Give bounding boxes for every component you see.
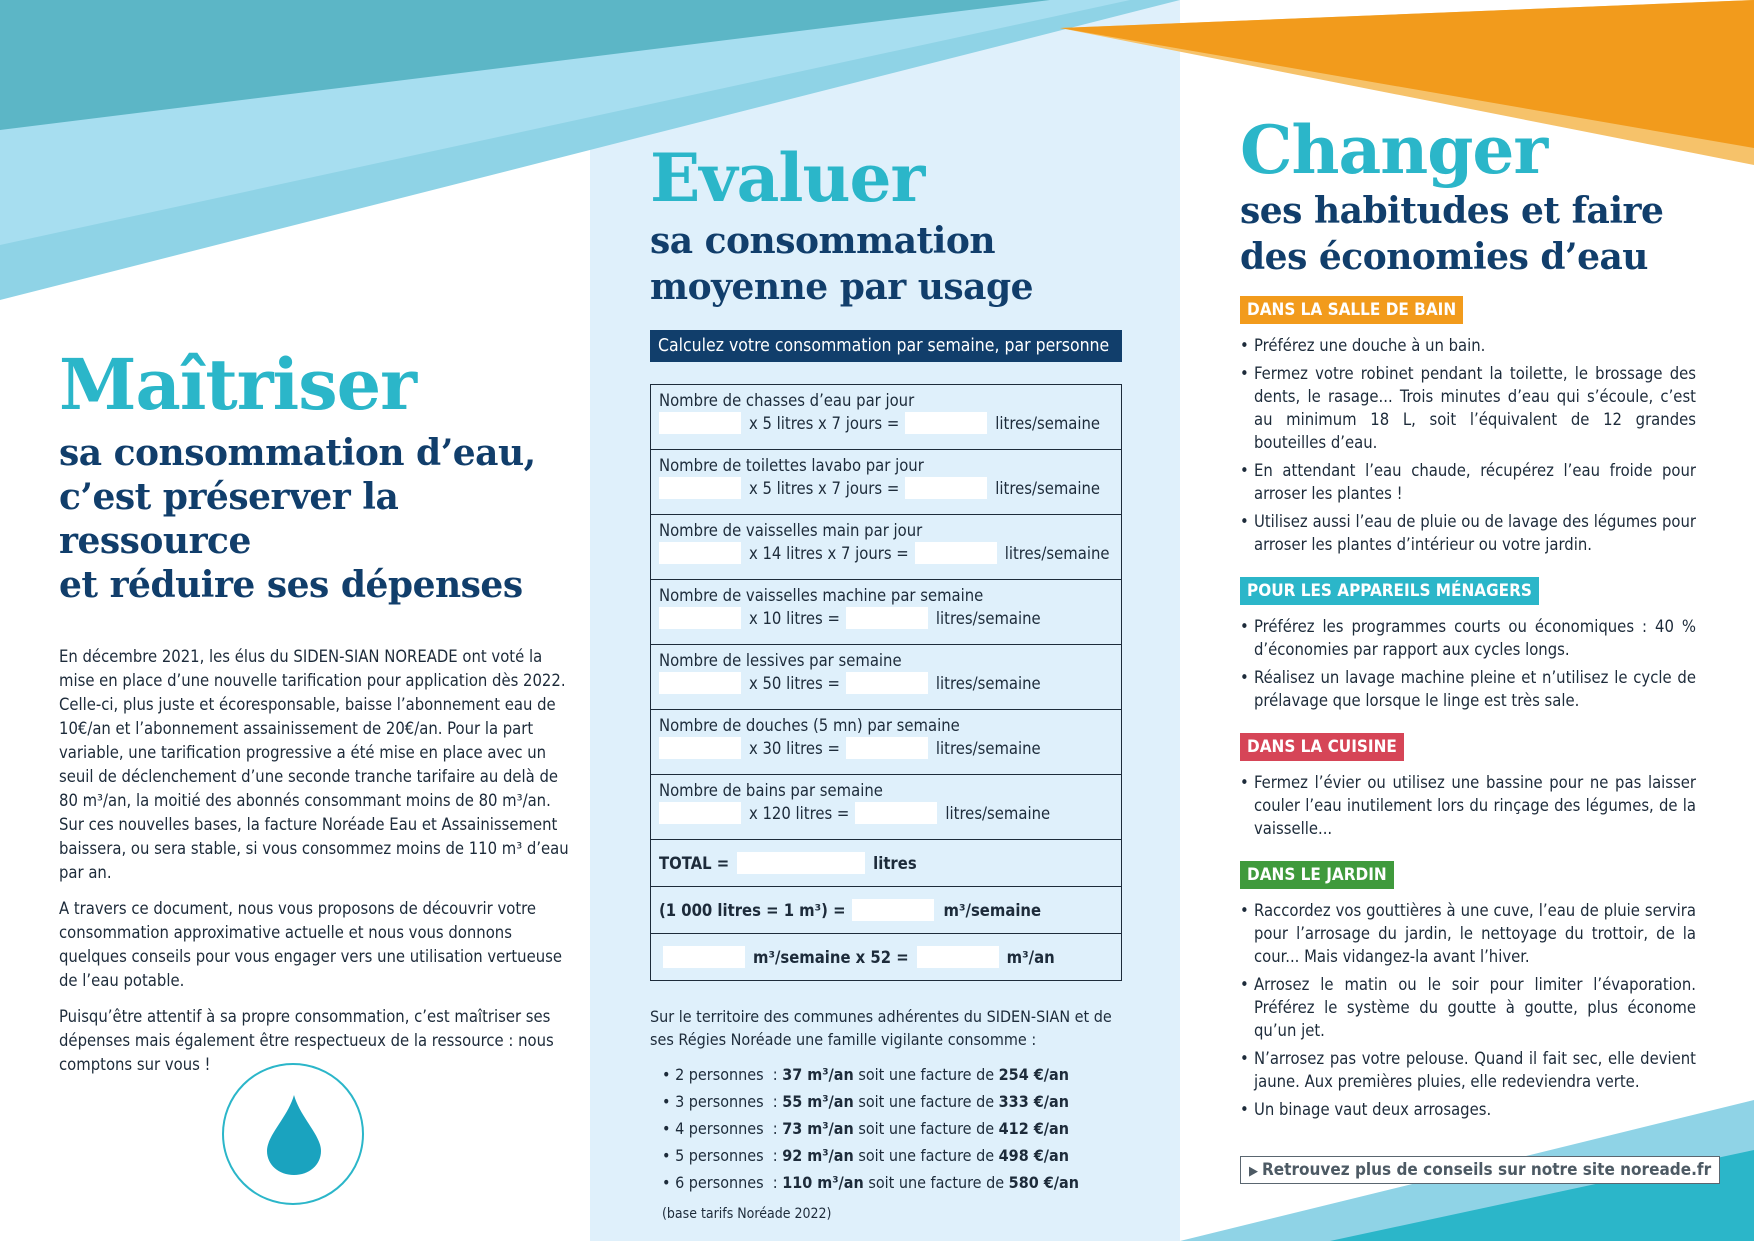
- calc-result-input[interactable]: [905, 477, 987, 499]
- family-bill-text: soit une facture de: [858, 1092, 995, 1111]
- calc-row-label: Nombre de vaisselles machine par semaine: [659, 586, 984, 605]
- calc-multiplier: x 5 litres x 7 jours =: [749, 413, 900, 433]
- family-volume: 37 m³/an: [782, 1065, 854, 1084]
- tip-item: • Préférez une douche à un bain.: [1240, 334, 1696, 357]
- calc-quantity-input[interactable]: [659, 542, 741, 564]
- calc-quantity-input[interactable]: [659, 672, 741, 694]
- website-link[interactable]: [1240, 1156, 1720, 1184]
- tips-section: [1240, 561, 1696, 712]
- right-title: Changer: [1240, 111, 1548, 189]
- yearly-m3-input[interactable]: [917, 946, 999, 968]
- mid-subtitle-line: moyenne par usage: [650, 266, 1034, 308]
- tips-list: [1240, 334, 1696, 556]
- mid-subtitle: [650, 218, 1125, 310]
- left-subtitle-line: sa consommation d’eau,: [59, 432, 536, 474]
- water-drop-badge: [222, 1063, 364, 1205]
- calc-total-row: [651, 840, 1122, 887]
- calc-quantity-input[interactable]: [659, 802, 741, 824]
- separator: :: [763, 1065, 783, 1084]
- tip-item: • Préférez les programmes courts ou économiques : 40 % d’économies par rapport aux cycles longs.: [1240, 615, 1696, 661]
- total-label: TOTAL =: [659, 853, 730, 873]
- tariff-base-note: (base tarifs Noréade 2022): [662, 1206, 832, 1222]
- calc-row-label: Nombre de bains par semaine: [659, 781, 883, 800]
- total-unit: litres: [873, 853, 917, 873]
- tip-item: • Réalisez un lavage machine pleine et n’utilisez le cycle de prélavage que lorsque le linge est très sale.: [1240, 666, 1696, 712]
- calc-row-label: Nombre de lessives par semaine: [659, 651, 902, 670]
- calc-unit: litres/semaine: [995, 478, 1101, 498]
- calc-unit: litres/semaine: [995, 413, 1101, 433]
- calc-multiplier: x 50 litres =: [749, 673, 840, 693]
- family-item: [662, 1061, 1125, 1088]
- calc-year-row: [651, 934, 1122, 981]
- year-unit: m³/an: [1006, 947, 1055, 967]
- family-size: 3 personnes: [675, 1092, 764, 1111]
- right-subtitle-line: des économies d’eau: [1240, 236, 1648, 278]
- family-size: 5 personnes: [675, 1146, 764, 1165]
- family-size: 6 personnes: [675, 1173, 764, 1192]
- tip-item: • N’arrosez pas votre pelouse. Quand il fait sec, elle devient jaune. Aux premières pluies, elle redeviendra verte.: [1240, 1047, 1696, 1093]
- middle-column: [650, 140, 1125, 1222]
- section-tag: DANS LA SALLE DE BAIN: [1240, 296, 1463, 324]
- tip-item: • Arrosez le matin ou le soir pour limiter l’évaporation. Préférez le système du goutte à goutte, plus économe qu’un jet.: [1240, 973, 1696, 1042]
- calc-multiplier: x 120 litres =: [749, 803, 850, 823]
- consumption-calculator: [650, 384, 1122, 981]
- left-subtitle-line: c’est préserver la ressource: [59, 476, 399, 562]
- calc-row: [651, 580, 1122, 645]
- water-drop-icon: [267, 1095, 321, 1175]
- calc-unit: litres/semaine: [935, 673, 1041, 693]
- mid-subtitle-line: sa consommation: [650, 220, 996, 262]
- calc-multiplier: x 10 litres =: [749, 608, 840, 628]
- calc-row: [651, 645, 1122, 710]
- calc-multiplier: x 30 litres =: [749, 738, 840, 758]
- family-item: [662, 1115, 1125, 1142]
- tip-item: • Utilisez aussi l’eau de pluie ou de lavage des légumes pour arroser les plantes d’intérieur ou votre jardin.: [1240, 510, 1696, 556]
- conversion-label: (1 000 litres = 1 m³) =: [659, 900, 846, 920]
- play-triangle-icon: ▶: [1249, 1164, 1258, 1179]
- left-title: Maîtriser: [59, 343, 417, 426]
- conversion-input[interactable]: [852, 899, 934, 921]
- tips-list: [1240, 771, 1696, 840]
- calc-unit: litres/semaine: [935, 738, 1041, 758]
- calc-quantity-input[interactable]: [659, 607, 741, 629]
- calc-row-label: Nombre de chasses d’eau par jour: [659, 391, 915, 410]
- tips-list: [1240, 899, 1696, 1121]
- calc-result-input[interactable]: [915, 542, 997, 564]
- website-link-text: Retrouvez plus de conseils sur notre site noreade.fr: [1262, 1160, 1712, 1180]
- section-tag: POUR LES APPAREILS MÉNAGERS: [1240, 577, 1539, 605]
- calc-quantity-input[interactable]: [659, 737, 741, 759]
- intro-paragraph: Puisqu’être attentif à sa propre consommation, c’est maîtriser ses dépenses mais également être respectueux de la ressource : nous comptons sur vous !: [59, 1007, 554, 1074]
- family-size: 2 personnes: [675, 1065, 764, 1084]
- tips-section: [1240, 845, 1696, 1121]
- separator: :: [763, 1119, 783, 1138]
- left-column: [59, 345, 579, 1089]
- calc-quantity-input[interactable]: [659, 477, 741, 499]
- family-cost: 580 €/an: [1008, 1173, 1079, 1192]
- calc-unit: litres/semaine: [1004, 543, 1110, 563]
- calc-multiplier: x 5 litres x 7 jours =: [749, 478, 900, 498]
- tips-section: [1240, 280, 1696, 556]
- right-subtitle: [1240, 188, 1696, 280]
- left-subtitle-line: et réduire ses dépenses: [59, 564, 523, 606]
- separator: :: [763, 1173, 783, 1192]
- family-note: Sur le territoire des communes adhérentes du SIDEN-SIAN et de ses Régies Noréade une famille vigilante consomme :: [650, 1007, 1112, 1049]
- family-bill-text: soit une facture de: [868, 1173, 1005, 1192]
- family-volume: 110 m³/an: [782, 1173, 864, 1192]
- calc-result-input[interactable]: [905, 412, 987, 434]
- tips-sections: [1240, 280, 1696, 1121]
- family-item: [662, 1088, 1125, 1115]
- intro-paragraph: A travers ce document, nous vous proposons de découvrir votre consommation approximative actuelle et nous vous donnons quelques conseils pour vous engager vers une utilisation vertueuse de l’eau potable.: [59, 899, 563, 990]
- tips-section: [1240, 717, 1696, 840]
- left-subtitle: [59, 431, 579, 607]
- right-column: [1240, 112, 1696, 1126]
- tips-list: [1240, 615, 1696, 712]
- calculator-header: Calculez votre consommation par semaine, par personne: [650, 330, 1122, 362]
- tip-item: • Fermez l’évier ou utilisez une bassine pour ne pas laisser couler l’eau inutilement lors du rinçage des légumes, de la vaisselle...: [1240, 771, 1696, 840]
- calc-result-input[interactable]: [846, 607, 928, 629]
- calc-result-input[interactable]: [855, 802, 937, 824]
- tip-item: • En attendant l’eau chaude, récupérez l’eau froide pour arroser les plantes !: [1240, 459, 1696, 505]
- calc-result-input[interactable]: [846, 737, 928, 759]
- calc-unit: litres/semaine: [945, 803, 1051, 823]
- intro-paragraph: En décembre 2021, les élus du SIDEN-SIAN NOREADE ont voté la mise en place d’une nouvelle tarification pour application dès 2022. Celle-ci, plus juste et écoresponsable, baisse l’abonnement eau de 10€/an et l’abonnement assainissement de 20€/an. Pour la part variable, une tarification progressive a été mise en place avec un seuil de déclenchement d’une seconde tranche tarifaire au delà de 80 m³/an, la moitié des abonnés consommant moins de 80 m³/an. Sur ces nouvelles bases, la facture Noréade Eau et Assainissement baissera, ou sera stable, si vous consommez moins de 110 m³ d’eau par an.: [59, 647, 569, 882]
- calc-row-label: Nombre de toilettes lavabo par jour: [659, 456, 924, 475]
- right-subtitle-line: ses habitudes et faire: [1240, 190, 1664, 232]
- mid-title: Evaluer: [650, 139, 925, 217]
- family-bill-text: soit une facture de: [858, 1119, 995, 1138]
- tip-item: • Fermez votre robinet pendant la toilette, le brossage des dents, le rasage... Trois minutes d’eau qui s’écoule, c’est au minimum 18 L, soit l’équivalent de 12 grandes bouteilles d’eau.: [1240, 362, 1696, 454]
- section-tag: DANS LA CUISINE: [1240, 733, 1404, 761]
- calc-row: [651, 710, 1122, 775]
- family-volume: 92 m³/an: [782, 1146, 854, 1165]
- family-cost: 333 €/an: [998, 1092, 1069, 1111]
- calc-row-label: Nombre de douches (5 mn) par semaine: [659, 716, 960, 735]
- weekly-m3-input[interactable]: [663, 946, 745, 968]
- family-cost: 412 €/an: [998, 1119, 1069, 1138]
- family-cost: 498 €/an: [998, 1146, 1069, 1165]
- family-bill-text: soit une facture de: [858, 1146, 995, 1165]
- family-size: 4 personnes: [675, 1119, 764, 1138]
- family-volume: 73 m³/an: [782, 1119, 854, 1138]
- family-cost: 254 €/an: [998, 1065, 1069, 1084]
- section-tag: DANS LE JARDIN: [1240, 861, 1394, 889]
- conversion-unit: m³/semaine: [943, 900, 1042, 920]
- calc-multiplier: x 14 litres x 7 jours =: [749, 543, 909, 563]
- separator: :: [763, 1146, 783, 1165]
- calc-row: [651, 450, 1122, 515]
- calc-row: [651, 385, 1122, 450]
- calc-quantity-input[interactable]: [659, 412, 741, 434]
- tip-item: • Raccordez vos gouttières à une cuve, l’eau de pluie servira pour l’arrosage du jardin, le nettoyage du trottoir, de la cour... Mais vidangez-la avant l’hiver.: [1240, 899, 1696, 968]
- family-volume: 55 m³/an: [782, 1092, 854, 1111]
- family-item: [662, 1169, 1125, 1196]
- calc-result-input[interactable]: [846, 672, 928, 694]
- calc-row: [651, 515, 1122, 580]
- separator: :: [763, 1092, 783, 1111]
- family-item: [662, 1142, 1125, 1169]
- calc-row: [651, 775, 1122, 840]
- year-multiplier: m³/semaine x 52 =: [753, 947, 909, 967]
- total-input[interactable]: [737, 852, 865, 874]
- calc-row-label: Nombre de vaisselles main par jour: [659, 521, 923, 540]
- family-consumption-list: [662, 1061, 1125, 1196]
- calc-unit: litres/semaine: [935, 608, 1041, 628]
- left-body: [59, 645, 574, 1077]
- calc-conversion-row: [651, 887, 1122, 934]
- family-bill-text: soit une facture de: [858, 1065, 995, 1084]
- tip-item: • Un binage vaut deux arrosages.: [1240, 1098, 1696, 1121]
